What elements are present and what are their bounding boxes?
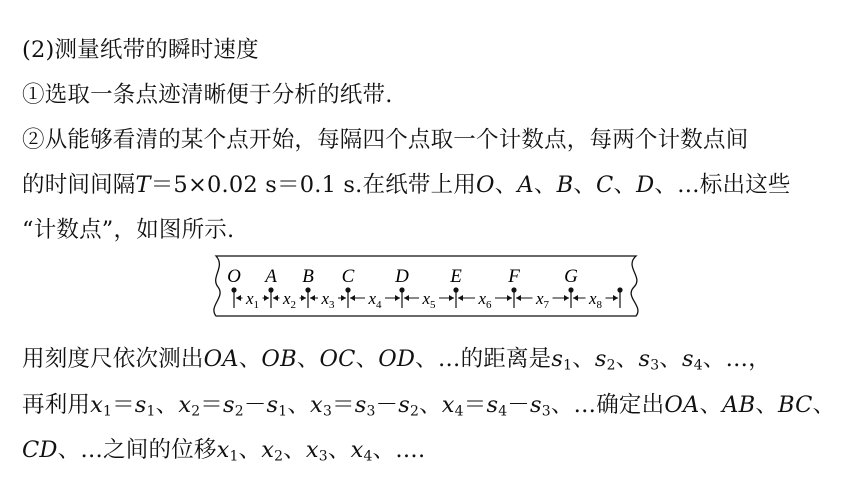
section-heading: (2)测量纸带的瞬时速度	[22, 37, 259, 63]
segment-AB: AB	[722, 392, 756, 418]
measure-mid: 、…的距离是	[415, 346, 552, 372]
dot-4	[399, 287, 404, 292]
dot-8	[617, 287, 622, 292]
relation-prefix: 再利用	[22, 392, 91, 418]
point-label-C: C	[341, 266, 355, 287]
interval-equation: ＝5×0.02 s＝0.1 s.在纸带上用	[150, 172, 477, 198]
point-label-G: G	[564, 266, 578, 287]
segment-label-x8: $x_8$	[588, 289, 603, 311]
paper-tape-svg	[212, 252, 642, 320]
displacement-mid: 、…之间的位移	[57, 437, 217, 463]
point-label-A: A	[265, 266, 277, 287]
measure-suffix: 、…，	[702, 346, 771, 372]
interval-text: 的时间间隔	[22, 172, 136, 198]
segment-label-x1: $x_1$	[245, 289, 260, 311]
step-2-line-1: ②从能够看清的某个点开始，每隔四个点取一个计数点，每两个计数点间	[22, 127, 749, 153]
label-O: O	[476, 172, 495, 198]
segment-OD: OD	[378, 346, 416, 372]
point-label-D: D	[395, 266, 409, 287]
period-symbol: T	[135, 172, 151, 198]
displacement-end: 、….	[372, 437, 426, 463]
point-label-B: B	[302, 266, 314, 287]
var-s4: s	[681, 346, 694, 372]
step-1-text: ①选取一条点迹清晰便于分析的纸带.	[22, 82, 393, 108]
segment-OA: OA	[203, 346, 239, 372]
segment-label-x5: $x_5$	[422, 289, 436, 311]
segment-label-x3: $x_3$	[321, 289, 335, 311]
point-label-F: F	[508, 266, 520, 287]
separator: 、	[494, 172, 518, 198]
dot-5	[453, 287, 458, 292]
segment-label-x2: $x_2$	[282, 289, 297, 311]
separator: 、	[573, 172, 597, 198]
relation-mid: 、…确定出	[550, 392, 665, 418]
var-s3: s	[638, 346, 651, 372]
step-2-line-3: “计数点”，如图所示.	[22, 217, 235, 243]
segment-label-x7: $x_7$	[535, 289, 550, 311]
var-s2: s	[594, 346, 607, 372]
label-A: A	[517, 172, 534, 198]
segment-CD: CD	[22, 437, 58, 463]
labels-tail: 、…标出这些	[654, 172, 791, 198]
separator: 、	[613, 172, 637, 198]
label-B: B	[556, 172, 574, 198]
dot-6	[511, 287, 516, 292]
relation-line: 再利用$x_1=s_1$、$x_2=s_2-s_1$、$x_3=s_3-s_2$、$x_4=s_4-s_3$、…确定出OA、AB、BC、	[22, 392, 836, 420]
dot-1	[268, 287, 273, 292]
point-label-O: O	[227, 266, 241, 287]
segment-label-x6: $x_6$	[478, 289, 492, 311]
measure-prefix: 用刻度尺依次测出	[22, 346, 204, 372]
segment-OC: OC	[319, 346, 356, 372]
dot-2	[305, 287, 310, 292]
point-label-E: E	[450, 266, 462, 287]
label-C: C	[596, 172, 614, 198]
segment-OB: OB	[261, 346, 297, 372]
dot-3	[345, 287, 350, 292]
segment-OA: OA	[664, 392, 700, 418]
segment-label-x4: $x_4$	[368, 289, 382, 311]
displacement-line: CD、…之间的位移$x_1$、$x_2$、$x_3$、$x_4$、….	[22, 437, 426, 465]
paper-tape-figure	[212, 252, 642, 324]
label-D: D	[636, 172, 655, 198]
segment-BC: BC	[778, 392, 813, 418]
dot-7	[568, 287, 573, 292]
dot-0	[231, 287, 236, 292]
separator: 、	[533, 172, 557, 198]
measure-line: 用刻度尺依次测出OA、OB、OC、OD、…的距离是$s_1$、$s_2$、$s_3$、$s_4$、…，	[22, 346, 771, 374]
var-s1: s	[551, 346, 564, 372]
step-2-line-2	[22, 170, 791, 200]
